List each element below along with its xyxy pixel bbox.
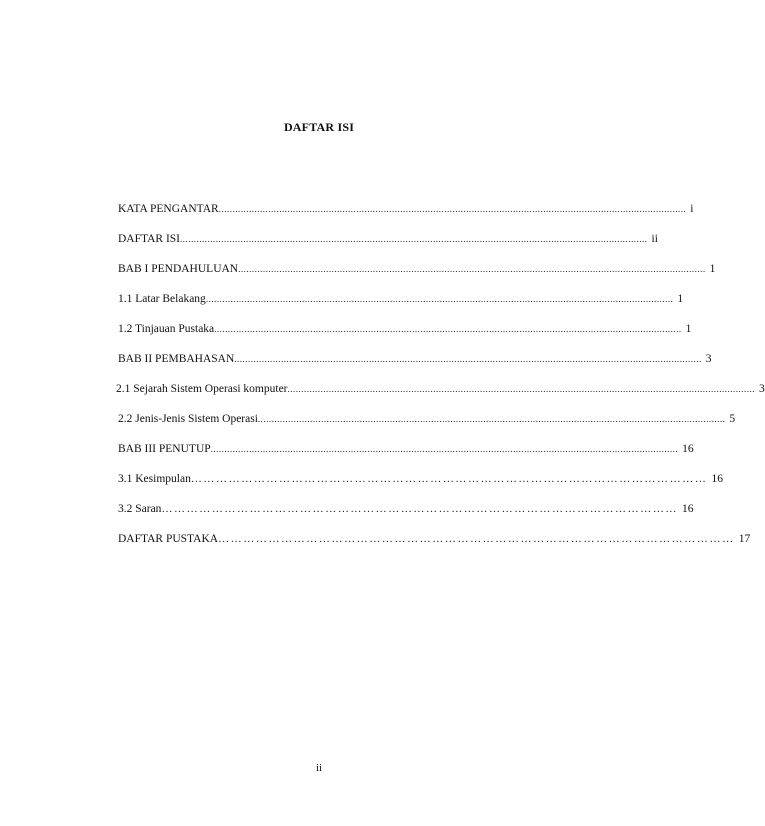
dot-leader: …………………………………………………………………………………………………………… bbox=[161, 503, 679, 515]
toc-entry-label: 1.1 Latar Belakang bbox=[118, 293, 206, 305]
dot-leader: .......................................................................................................................................................................... bbox=[214, 324, 682, 334]
dot-leader: .......................................................................................................................................................................... bbox=[205, 294, 674, 304]
toc-entry-label: BAB III PENUTUP bbox=[118, 443, 211, 455]
toc-entry-page: 17 bbox=[738, 533, 751, 545]
toc-entry-label: 2.1 Sejarah Sistem Operasi komputer bbox=[116, 383, 288, 395]
toc-entry-label: BAB II PEMBAHASAN bbox=[118, 353, 235, 365]
toc-entry-3-1 bbox=[118, 473, 723, 489]
toc-entry-label: DAFTAR PUSTAKA bbox=[118, 533, 219, 545]
toc-entry-2-2 bbox=[118, 413, 736, 429]
dot-leader: .......................................................................................................................................................................... bbox=[234, 354, 702, 364]
dot-leader: .......................................................................................................................................................................... bbox=[287, 384, 756, 394]
toc-entry-page: 5 bbox=[729, 413, 736, 425]
dot-leader: .......................................................................................................................................................................... bbox=[210, 444, 679, 454]
toc-entry-bab-2 bbox=[118, 353, 712, 369]
toc-entry-page: i bbox=[690, 203, 694, 215]
toc-entry-label: 3.2 Saran bbox=[118, 503, 162, 515]
toc-entry-label: KATA PENGANTAR bbox=[118, 203, 219, 215]
toc-entry-page: ii bbox=[651, 233, 658, 245]
dot-leader: …………………………………………………………………………………………………………… bbox=[190, 473, 708, 485]
toc-entry-page: 16 bbox=[711, 473, 723, 485]
dot-leader: .......................................................................................................................................................................... bbox=[238, 264, 706, 274]
toc-entry-daftar-pustaka bbox=[118, 533, 751, 549]
toc-entry-daftar-isi bbox=[118, 233, 658, 249]
toc-entry-label: BAB I PENDAHULUAN bbox=[118, 263, 239, 275]
toc-entry-kata-pengantar bbox=[118, 203, 694, 219]
toc-entry-label: 1.2 Tinjauan Pustaka bbox=[118, 323, 215, 335]
toc-entry-page: 1 bbox=[677, 293, 684, 305]
toc-entry-bab-3 bbox=[118, 443, 694, 459]
toc-entry-label: 2.2 Jenis-Jenis Sistem Operasi bbox=[118, 413, 258, 425]
dot-leader: .......................................................................................................................................................................... bbox=[180, 234, 648, 244]
toc-entry-page: 1 bbox=[709, 263, 716, 275]
toc-entry-bab-1 bbox=[118, 263, 716, 279]
toc-entry-2-1 bbox=[116, 383, 765, 399]
toc-entry-page: 16 bbox=[682, 443, 694, 455]
toc-entry-page: 3 bbox=[759, 383, 765, 395]
toc-entry-page: 1 bbox=[685, 323, 692, 335]
page-title: DAFTAR ISI bbox=[283, 120, 355, 134]
toc-entry-label: DAFTAR ISI bbox=[118, 233, 181, 245]
toc-entry-page: 3 bbox=[705, 353, 712, 365]
toc-entry-1-1 bbox=[118, 293, 684, 309]
toc-entry-1-2 bbox=[118, 323, 692, 339]
toc-entry-label: 3.1 Kesimpulan bbox=[118, 473, 191, 485]
dot-leader: .......................................................................................................................................................................... bbox=[218, 204, 687, 214]
toc-entry-3-2 bbox=[118, 503, 694, 519]
dot-leader: …………………………………………………………………………………………………………… bbox=[218, 533, 735, 545]
dot-leader: .......................................................................................................................................................................... bbox=[257, 414, 726, 424]
toc-entry-page: 16 bbox=[682, 503, 694, 515]
page-number: ii bbox=[315, 762, 323, 774]
